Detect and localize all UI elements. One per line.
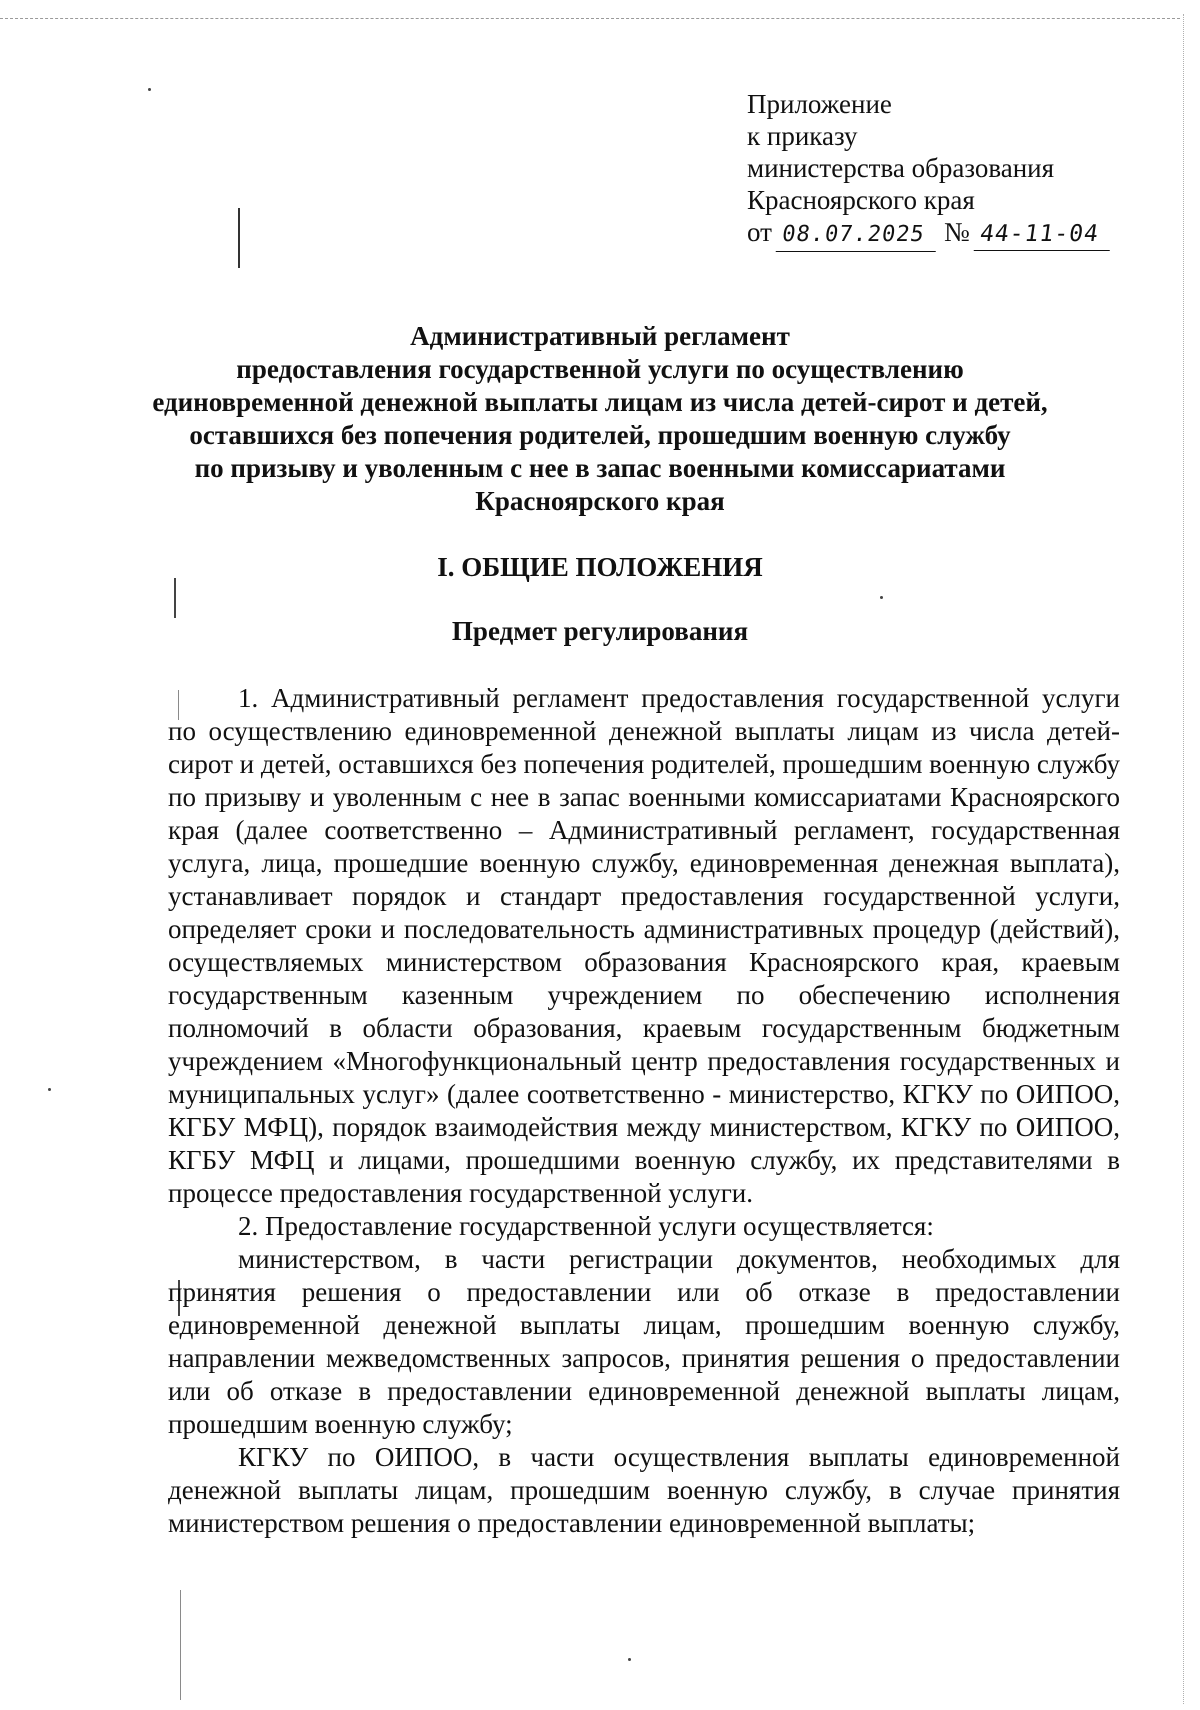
order-number: 44-11-04 bbox=[973, 218, 1114, 251]
scan-speck bbox=[48, 1088, 51, 1091]
document-body bbox=[168, 682, 1120, 1540]
title-line: по призыву и уволенным с нее в запас военными комиссариатами bbox=[194, 453, 1006, 483]
scan-edge-line bbox=[0, 18, 1180, 19]
title-line: оставшихся без попечения родителей, прошедшим военную службу bbox=[189, 420, 1011, 450]
approval-line: к приказу bbox=[747, 121, 858, 151]
section-subheading: Предмет регулирования bbox=[451, 616, 749, 646]
paragraph: 1. Административный регламент предоставления государственной услуги по осуществлению единовременной денежной выплаты лицам из числа детей-сирот и детей, оставшихся без попечения родителей, прошедшим военную службу по призыву и уволенным с нее в запас военными комиссариатами Красноярского края (далее соответственно – Административный регламент, государственная услуга, лица, прошедшие военную службу, единовременная денежная выплата), устанавливает порядок и стандарт предоставления государственной услуги, определяет сроки и последовательность административных процедур (действий), осуществляемых министерством образования Красноярского края, краевым государственным казенным учреждением по обеспечению исполнения полномочий в области образования, краевым государственным бюджетным учреждением «Многофункциональный центр предоставления государственных и муниципальных услуг» (далее соответственно - министерство, КГКУ по ОИПОО, КГБУ МФЦ), порядок взаимодействия между министерством, КГКУ по ОИПОО, КГБУ МФЦ и лицами, прошедшими военную службу, их представителями в процессе предоставления государственной услуги. bbox=[168, 683, 1120, 1208]
approval-line: министерства образования bbox=[747, 153, 1055, 183]
section-heading: I. ОБЩИЕ ПОЛОЖЕНИЯ bbox=[437, 552, 763, 582]
title-line: Административный регламент bbox=[410, 321, 790, 351]
scan-speck bbox=[880, 596, 883, 599]
scan-edge-line bbox=[1183, 14, 1184, 1704]
approval-block bbox=[747, 88, 1147, 252]
order-date: 08.07.2025 bbox=[776, 219, 941, 252]
number-prefix: № bbox=[943, 217, 970, 247]
title-line: Красноярского края bbox=[475, 486, 725, 516]
approval-line: Красноярского края bbox=[747, 185, 975, 215]
scan-speck bbox=[628, 1658, 631, 1661]
date-prefix: от bbox=[747, 217, 772, 247]
paragraph: КГКУ по ОИПОО, в части осуществления выплаты единовременной денежной выплаты лицам, прошедшим военную службу, в случае принятия министерством решения о предоставлении единовременной выплаты; bbox=[168, 1442, 1120, 1538]
title-line: предоставления государственной услуги по осуществлению bbox=[236, 354, 964, 384]
paragraph: министерством, в части регистрации документов, необходимых для принятия решения о предоставлении или об отказе в предоставлении единовременной денежной выплаты лицам, прошедшим военную службу, направлении межведомственных запросов, принятия решения о предоставлении или об отказе в предоставлении единовременной денежной выплаты лицам, прошедшим военную службу; bbox=[168, 1244, 1120, 1439]
scan-mark bbox=[174, 578, 176, 618]
document-title bbox=[150, 320, 1050, 518]
scan-mark bbox=[238, 208, 240, 268]
approval-date-line bbox=[747, 216, 1147, 252]
scan-speck bbox=[148, 88, 151, 91]
approval-line: Приложение bbox=[747, 89, 892, 119]
paragraph: 2. Предоставление государственной услуги осуществляется: bbox=[238, 1211, 934, 1241]
title-line: единовременной денежной выплаты лицам из числа детей-сирот и детей, bbox=[152, 387, 1048, 417]
scan-mark bbox=[180, 1590, 181, 1700]
